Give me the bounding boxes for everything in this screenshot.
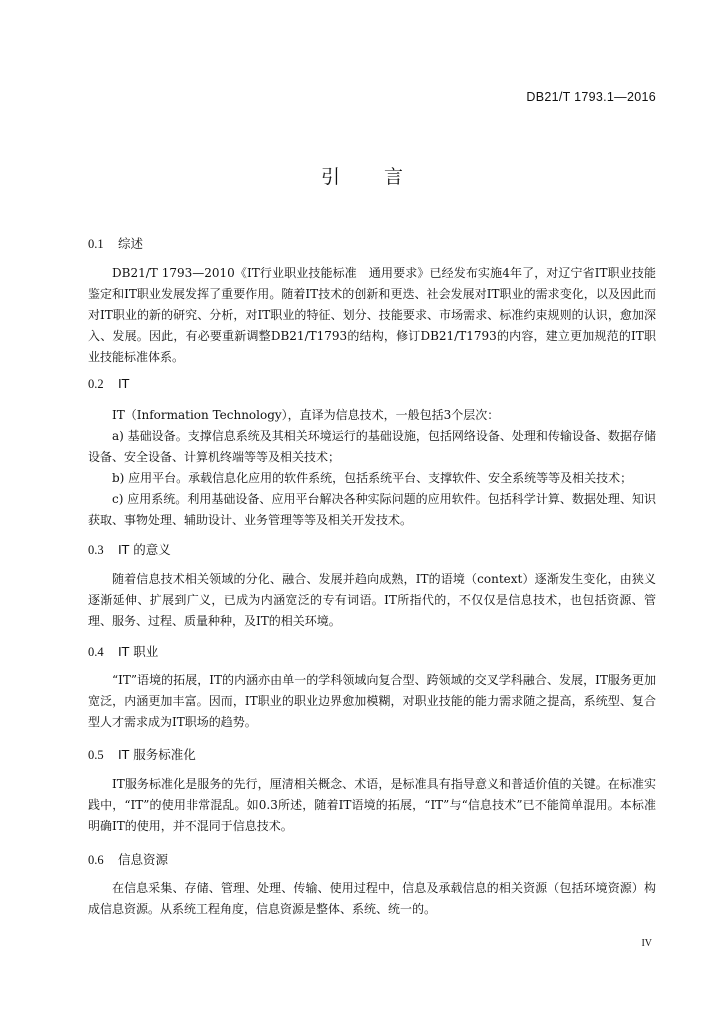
document-code: DB21/T 1793.1—2016 xyxy=(526,90,656,104)
section-title: IT 的意义 xyxy=(118,542,171,557)
section-body-0-2 xyxy=(88,405,656,531)
section-body-0-5 xyxy=(88,774,656,837)
paragraph: 随着信息技术相关领域的分化、融合、发展并趋向成熟，IT的语境（context）逐渐发生变化，由狭义逐渐延伸、扩展到广义，已成为内涵宽泛的专有词语。IT所指代的，不仅仅是信息技术，也包括资源、管理、服务、过程、质量种种，及IT的相关环境。 xyxy=(88,572,656,628)
section-number: 0.5 xyxy=(88,748,104,762)
section-number: 0.3 xyxy=(88,543,104,557)
section-heading-0-6 xyxy=(88,850,168,868)
title-char-2: 言 xyxy=(384,166,404,188)
section-title: 信息资源 xyxy=(118,852,169,867)
paragraph: 在信息采集、存储、管理、处理、传输、使用过程中，信息及承载信息的相关资源（包括环境资源）构成信息资源。从系统工程角度，信息资源是整体、系统、统一的。 xyxy=(88,881,656,916)
title-char-1: 引 xyxy=(320,166,340,188)
list-item-a: a) 基础设备。支撑信息系统及其相关环境运行的基础设施，包括网络设备、处理和传输设备、数据存储设备、安全设备、计算机终端等等及相关技术； xyxy=(88,429,656,464)
page-title xyxy=(0,162,724,189)
section-body-0-1 xyxy=(88,263,656,368)
section-title: IT 职业 xyxy=(118,644,159,659)
list-item-b: b) 应用平台。承载信息化应用的软件系统，包括系统平台、支撑软件、安全系统等等及相关技术； xyxy=(112,471,633,485)
section-number: 0.6 xyxy=(88,853,104,867)
section-heading-0-5 xyxy=(88,745,196,763)
section-title: IT xyxy=(118,376,130,391)
section-number: 0.4 xyxy=(88,645,104,659)
section-heading-0-3 xyxy=(88,540,171,558)
section-body-0-6 xyxy=(88,878,656,920)
list-item-c: c) 应用系统。利用基础设备、应用平台解决各种实际问题的应用软件。包括科学计算、数据处理、知识获取、事物处理、辅助设计、业务管理等等及相关开发技术。 xyxy=(88,492,656,527)
paragraph: IT（Information Technology），直译为信息技术，一般包括3个层次： xyxy=(112,408,500,422)
section-heading-0-4 xyxy=(88,642,158,660)
section-number: 0.1 xyxy=(88,237,104,251)
section-body-0-4 xyxy=(88,670,656,733)
section-heading-0-1 xyxy=(88,234,143,252)
paragraph: DB21/T 1793—2010《IT行业职业技能标准 通用要求》已经发布实施4年了，对辽宁省IT职业技能鉴定和IT职业发展发挥了重要作用。随着IT技术的创新和更迭、社会发展对IT职业的需求变化，以及因此而对IT职业的新的研究、分析，对IT职业的特征、划分、技能要求、市场需求、标准约束规则的认识，愈加深入、发展。因此，有必要重新调整DB21/T1793的结构，修订DB21/T1793的内容，建立更加规范的IT职业技能标准体系。 xyxy=(88,266,656,364)
section-title: 综述 xyxy=(118,236,144,251)
section-body-0-3 xyxy=(88,569,656,632)
paragraph: “IT”语境的拓展，IT的内涵亦由单一的学科领域向复合型、跨领域的交叉学科融合、发展，IT服务更加宽泛，内涵更加丰富。因而，IT职业的职业边界愈加模糊，对职业技能的能力需求随之提高，系统型、复合型人才需求成为IT职场的趋势。 xyxy=(88,673,656,729)
section-number: 0.2 xyxy=(88,377,104,391)
section-title: IT 服务标准化 xyxy=(118,747,196,762)
page-number: IV xyxy=(641,938,652,949)
section-heading-0-2 xyxy=(88,376,129,392)
paragraph: IT服务标准化是服务的先行，厘清相关概念、术语，是标准具有指导意义和普适价值的关键。在标准实践中，“IT”的使用非常混乱。如0.3所述，随着IT语境的拓展，“IT”与“信息技术”已不能简单混用。本标准明确IT的使用，并不混同于信息技术。 xyxy=(88,777,656,833)
